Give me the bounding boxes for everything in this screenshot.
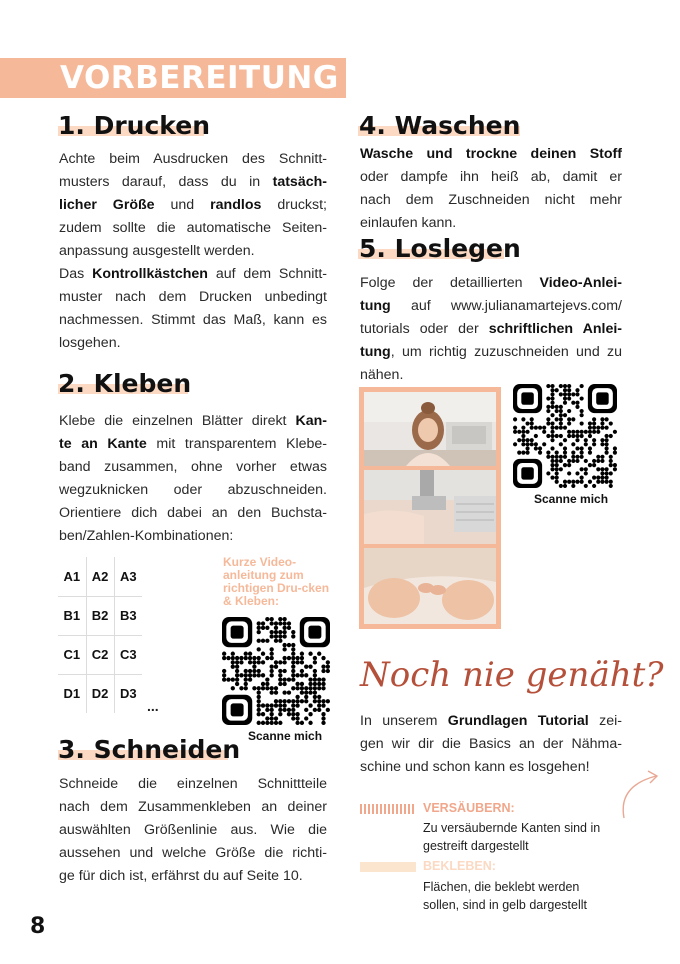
- text-line: gen wir dir die Basics an der Nähma-: [360, 736, 622, 752]
- text-line: Schneide die einzelnen Schnittteile: [59, 776, 327, 792]
- grid-row: [58, 596, 142, 635]
- text-line: Klebe die einzelnen Blätter direkt Kan-: [59, 413, 327, 429]
- grid-cell: C3: [114, 635, 142, 674]
- text-line: musters darauf, dass du in tatsäch-: [59, 174, 327, 190]
- text-line: nach dem Zuschneiden nicht mehr: [360, 192, 622, 208]
- legend-title-versaeubern: VERSÄUBERN:: [423, 801, 515, 815]
- text-line: Zu versäubernde Kanten sind in: [423, 821, 601, 835]
- text-line: In unserem Grundlagen Tutorial zei-: [360, 713, 622, 729]
- text-line: gestreift dargestellt: [423, 839, 529, 853]
- heading-kleben: 2. Kleben: [58, 369, 192, 398]
- text-line: oder dampfe ihn heiß ab, damit er: [360, 169, 622, 185]
- text-line: anpassung ausgestellt werden.: [59, 243, 255, 259]
- grid-cell: D2: [86, 674, 114, 713]
- grid-cell: A2: [86, 557, 114, 596]
- text-schneiden: [59, 773, 327, 888]
- text-line: sollen, sind in gelb dargestellt: [423, 898, 587, 912]
- legend-text-bekleben: [423, 878, 587, 914]
- page-grid: [58, 557, 142, 713]
- qr-code-icon[interactable]: [222, 617, 330, 725]
- legend-text-versaeubern: [423, 819, 600, 855]
- stripe-swatch: [360, 804, 416, 814]
- text-line: einlaufen kann.: [360, 215, 457, 231]
- grid-cell: D3: [114, 674, 142, 713]
- text-line: ben/Zahlen-Kombinationen:: [59, 528, 234, 544]
- video-label: Kurze Video-anleitung zum richtigen Dru-cken & Kleben:: [223, 555, 330, 608]
- text-line: wegzuknicken oder abzuschneiden.: [59, 482, 327, 498]
- heading-waschen: 4. Waschen: [359, 111, 521, 140]
- text-line: licher Größe und randlos druckst;: [59, 197, 327, 213]
- text-line: tung auf www.julianamartejevs.com/: [360, 298, 622, 314]
- grid-row: [58, 674, 142, 713]
- heading-schneiden: 3. Schneiden: [58, 735, 241, 764]
- heading-drucken: 1. Drucken: [58, 111, 211, 140]
- grid-cell: B3: [114, 596, 142, 635]
- grid-cell: A1: [58, 557, 86, 596]
- text-line: ge für dich ist, erfährst du auf Seite 10.: [59, 868, 303, 884]
- grid-row: [58, 557, 142, 596]
- text-line: nachmessen. Stimmt das Maß, kann es: [59, 312, 327, 328]
- qr-code-icon[interactable]: [513, 384, 617, 488]
- text-line: muster nach dem Drucken unbedingt: [59, 289, 327, 305]
- text-line: Flächen, die beklebt werden: [423, 880, 580, 894]
- text-line: tung, um richtig zuzuschneiden und zu: [360, 344, 622, 360]
- text-line: Wasche und trockne deinen Stoff: [360, 146, 622, 162]
- grid-row: [58, 635, 142, 674]
- text-drucken: [59, 148, 327, 355]
- grid-ellipsis: ...: [147, 698, 159, 714]
- text-intro: [360, 710, 622, 779]
- page-title: VORBEREITUNG: [60, 60, 339, 96]
- text-line: aussehen und welche Größe die richti-: [59, 845, 327, 861]
- tutorial-photos: [359, 387, 501, 629]
- text-kleben: [59, 410, 327, 548]
- text-line: auswählten Größenlinie aus. Wie die: [59, 822, 327, 838]
- text-line: te an Kante mit transparentem Klebe-: [59, 436, 327, 452]
- grid-cell: C1: [58, 635, 86, 674]
- text-line: losgehen.: [59, 335, 121, 351]
- heading-loslegen: 5. Loslegen: [359, 234, 521, 263]
- text-line: zudem sollte die automatische Seiten-: [59, 220, 327, 236]
- photo-sewing-machine-foot: [364, 470, 496, 544]
- text-line: Das Kontrollkästchen auf dem Schnitt-: [59, 266, 327, 282]
- grid-cell: D1: [58, 674, 86, 713]
- grid-cell: A3: [114, 557, 142, 596]
- text-line: nach dem Zusammenkleben an deiner: [59, 799, 327, 815]
- text-line: schine und schon kann es losgehen!: [360, 759, 590, 775]
- text-line: Folge der detaillierten Video-Anlei-: [360, 275, 622, 291]
- text-line: Achte beim Ausdrucken des Schnitt-: [59, 151, 327, 167]
- text-line: tutorials oder der schriftlichen Anlei-: [360, 321, 623, 337]
- grid-cell: C2: [86, 635, 114, 674]
- text-line: Orientiere dich dabei an den Buchsta-: [59, 505, 327, 521]
- legend-title-bekleben: BEKLEBEN:: [423, 859, 496, 873]
- yellow-swatch: [360, 862, 416, 872]
- text-line: band zusammen, ohne vorher etwas: [59, 459, 327, 475]
- scan-label: Scanne mich: [248, 729, 323, 743]
- photo-sewing-person: [364, 392, 496, 466]
- script-heading: [358, 640, 664, 704]
- grid-cell: B1: [58, 596, 86, 635]
- text-loslegen: [360, 272, 622, 387]
- scan-label: Scanne mich: [534, 492, 609, 506]
- text-line: nähen.: [360, 367, 404, 383]
- text-waschen: [360, 143, 622, 235]
- photo-hands-fabric: [364, 548, 496, 624]
- page-number: 8: [30, 914, 46, 939]
- arrow-curve-icon: [616, 768, 664, 820]
- grid-cell: B2: [86, 596, 114, 635]
- svg-text:Noch nie genäht?: Noch nie genäht?: [360, 655, 664, 695]
